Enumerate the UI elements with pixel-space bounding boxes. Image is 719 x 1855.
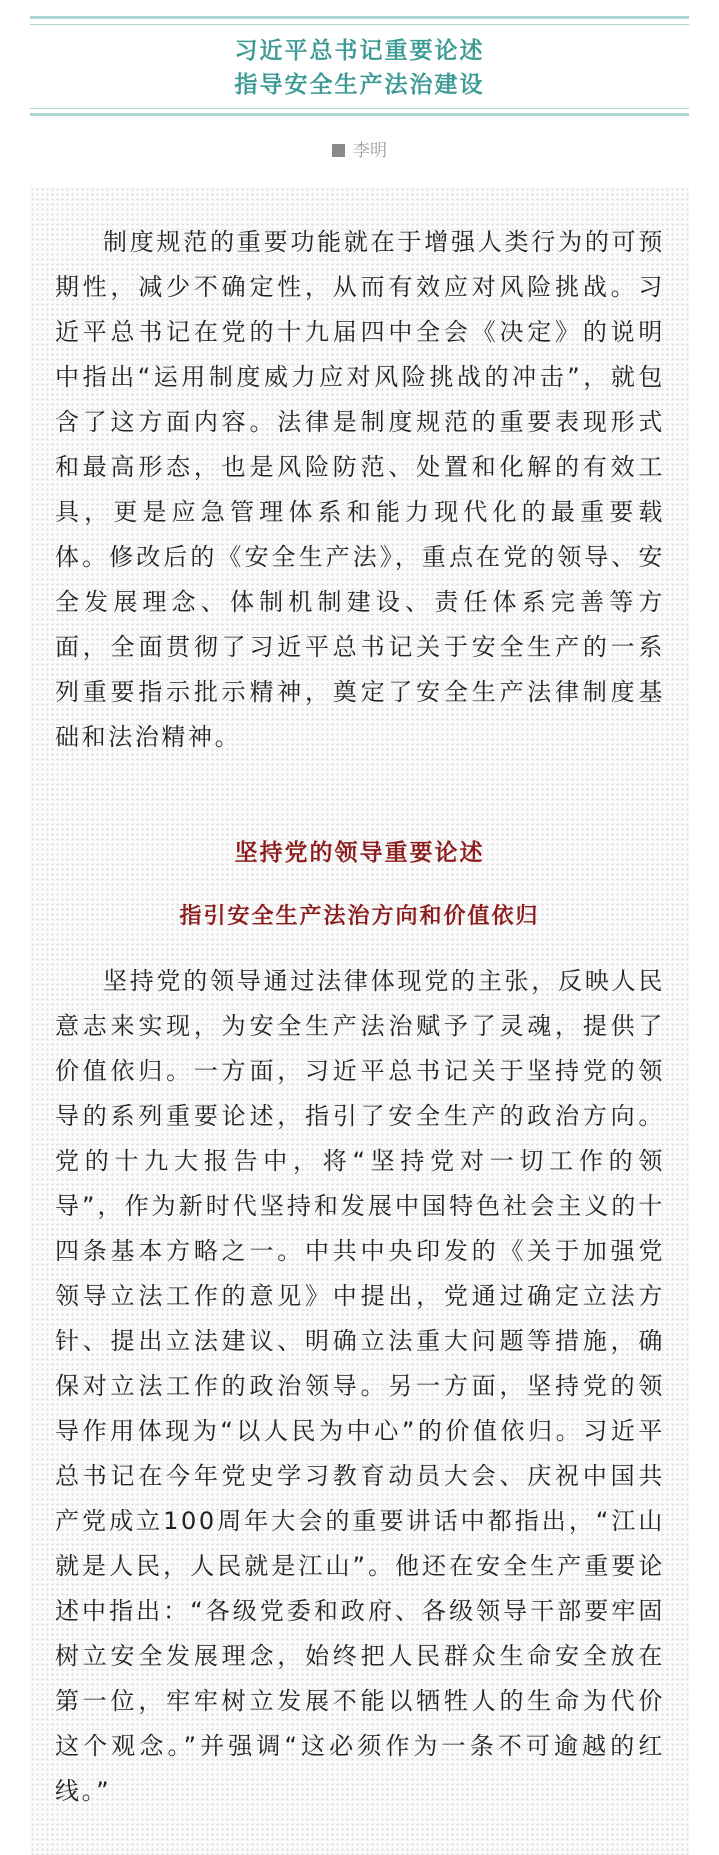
section-heading: 坚持党的领导重要论述 (234, 840, 485, 866)
title-band (30, 16, 689, 118)
paragraph-1: 制度规范的重要功能就在于增强人类行为的可预期性，减少不确定性，从而有效应对风险挑战。习近平总书记在党的十九届四中全会《决定》的说明中指出“运用制度威力应对风险挑战的冲击”，就包含了这方面内容。法律是制度规范的重要表现形式和最高形态，也是风险防范、处置和化解的有效工具，更是应急管理体系和能力现代化的最重要载体。修改后的《安全生产法》，重点在党的领导、安全发展理念、体制机制建设、责任体系完善等方面，全面贯彻了习近平总书记关于安全生产的一系列重要指示批示精神，奠定了安全生产法律制度基础和法治精神。 (55, 228, 665, 751)
title-bottom-thin-rule (30, 108, 689, 109)
title-line-1: 习近平总书记重要论述 (234, 38, 485, 64)
section-subheading: 指引安全生产法治方向和价值依归 (179, 904, 540, 929)
square-bullet-icon (332, 144, 345, 157)
paragraph-2: 坚持党的领导通过法律体现党的主张，反映人民意志来实现，为安全生产法治赋予了灵魂，提供了价值依归。一方面，习近平总书记关于坚持党的领导的系列重要论述，指引了安全生产的政治方向。党的十九大报告中，将“坚持党对一切工作的领导”，作为新时代坚持和发展中国特色社会主义的十四条基本方略之一。中共中央印发的《关于加强党领导立法工作的意见》中提出，党通过确定立法方针、提出立法建议、明确立法重大问题等措施，确保对立法工作的政治领导。另一方面，坚持党的领导作用体现为“以人民为中心”的价值依归。习近平总书记在今年党史学习教育动员大会、庆祝中国共产党成立100周年大会的重要讲话中都指出，“江山就是人民，人民就是江山”。他还在安全生产重要论述中指出：“各级党委和政府、各级领导干部要牢固树立安全发展理念，始终把人民群众生命安全放在第一位，牢牢树立发展不能以牺牲人的生命为代价这个观念。”并强调“这必须作为一条不可逾越的红线。” (55, 967, 665, 1805)
article-body (30, 187, 689, 1855)
author-byline (0, 139, 719, 163)
article-title (30, 34, 689, 102)
title-top-thin-rule (30, 24, 689, 25)
title-line-2: 指导安全生产法治建设 (234, 72, 485, 98)
author-name: 李明 (353, 141, 387, 161)
title-bottom-rule (30, 113, 689, 116)
title-top-rule (30, 16, 689, 19)
